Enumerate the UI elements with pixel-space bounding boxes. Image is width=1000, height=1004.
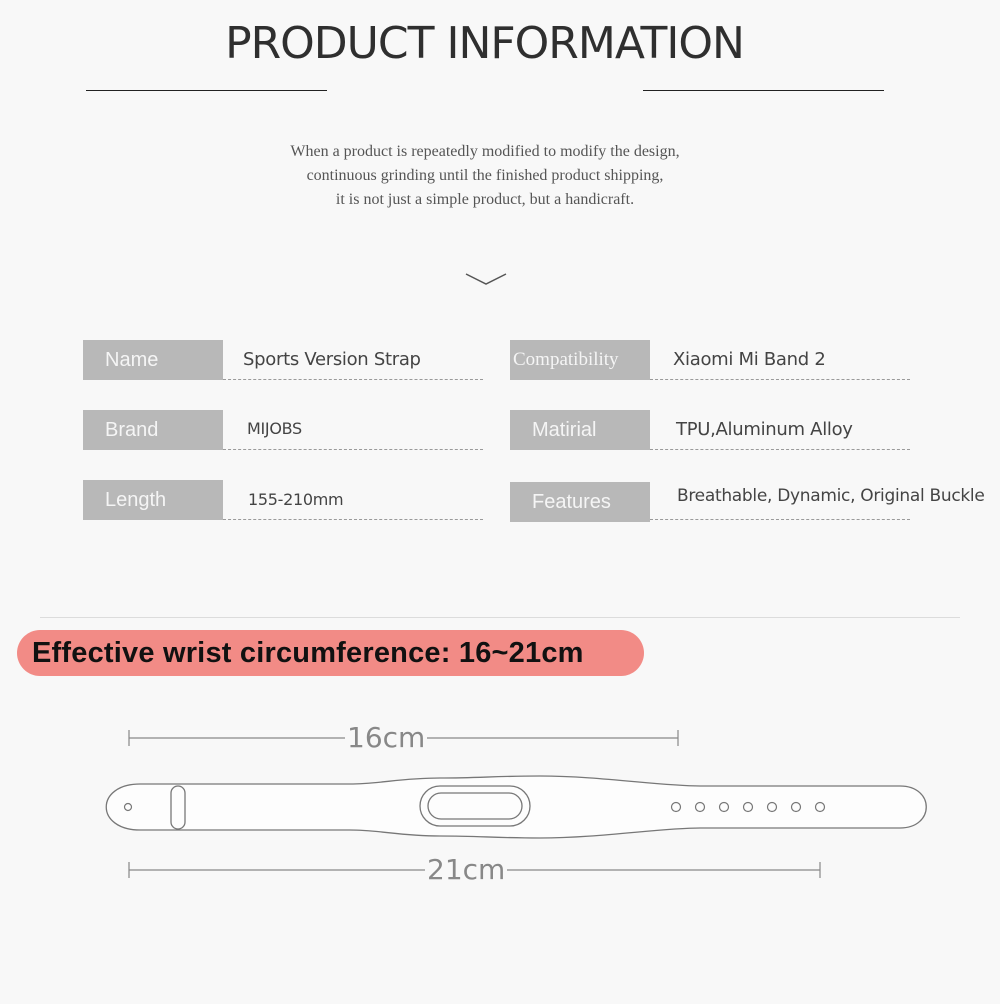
spec-value-compatibility: Xiaomi Mi Band 2 xyxy=(673,349,826,370)
spec-label-material: Matirial xyxy=(510,410,650,450)
spec-divider xyxy=(650,449,910,450)
intro-line: When a product is repeatedly modified to modify the design, xyxy=(290,143,680,160)
page-title: PRODUCT INFORMATION xyxy=(225,18,744,69)
max-length-label: 21cm xyxy=(427,853,506,886)
title-divider-right xyxy=(643,90,884,91)
chevron-down-icon xyxy=(464,270,508,288)
intro-text xyxy=(0,140,970,212)
spec-label-name: Name xyxy=(83,340,223,380)
intro-line: continuous grinding until the finished product shipping, xyxy=(306,167,664,184)
spec-label-length: Length xyxy=(83,480,223,520)
intro-line: it is not just a simple product, but a handicraft. xyxy=(335,191,635,208)
wrist-size-banner: Effective wrist circumference: 16~21cm xyxy=(17,630,644,676)
spec-divider xyxy=(650,519,910,520)
spec-divider xyxy=(650,379,910,380)
spec-label-features: Features xyxy=(510,482,650,522)
min-length-label: 16cm xyxy=(347,721,426,754)
spec-value-brand: MIJOBS xyxy=(247,419,302,438)
spec-value-material: TPU,Aluminum Alloy xyxy=(676,419,853,440)
strap-outline xyxy=(106,776,926,838)
section-divider xyxy=(40,617,960,618)
spec-divider xyxy=(223,379,483,380)
spec-label-brand: Brand xyxy=(83,410,223,450)
spec-label-compatibility: Compatibility xyxy=(510,340,650,380)
title-divider-left xyxy=(86,90,327,91)
spec-value-name: Sports Version Strap xyxy=(243,349,421,370)
spec-value-features: Breathable, Dynamic, Original Buckle xyxy=(677,486,985,506)
spec-divider xyxy=(223,449,483,450)
spec-divider xyxy=(223,519,483,520)
spec-value-length: 155-210mm xyxy=(248,490,344,509)
